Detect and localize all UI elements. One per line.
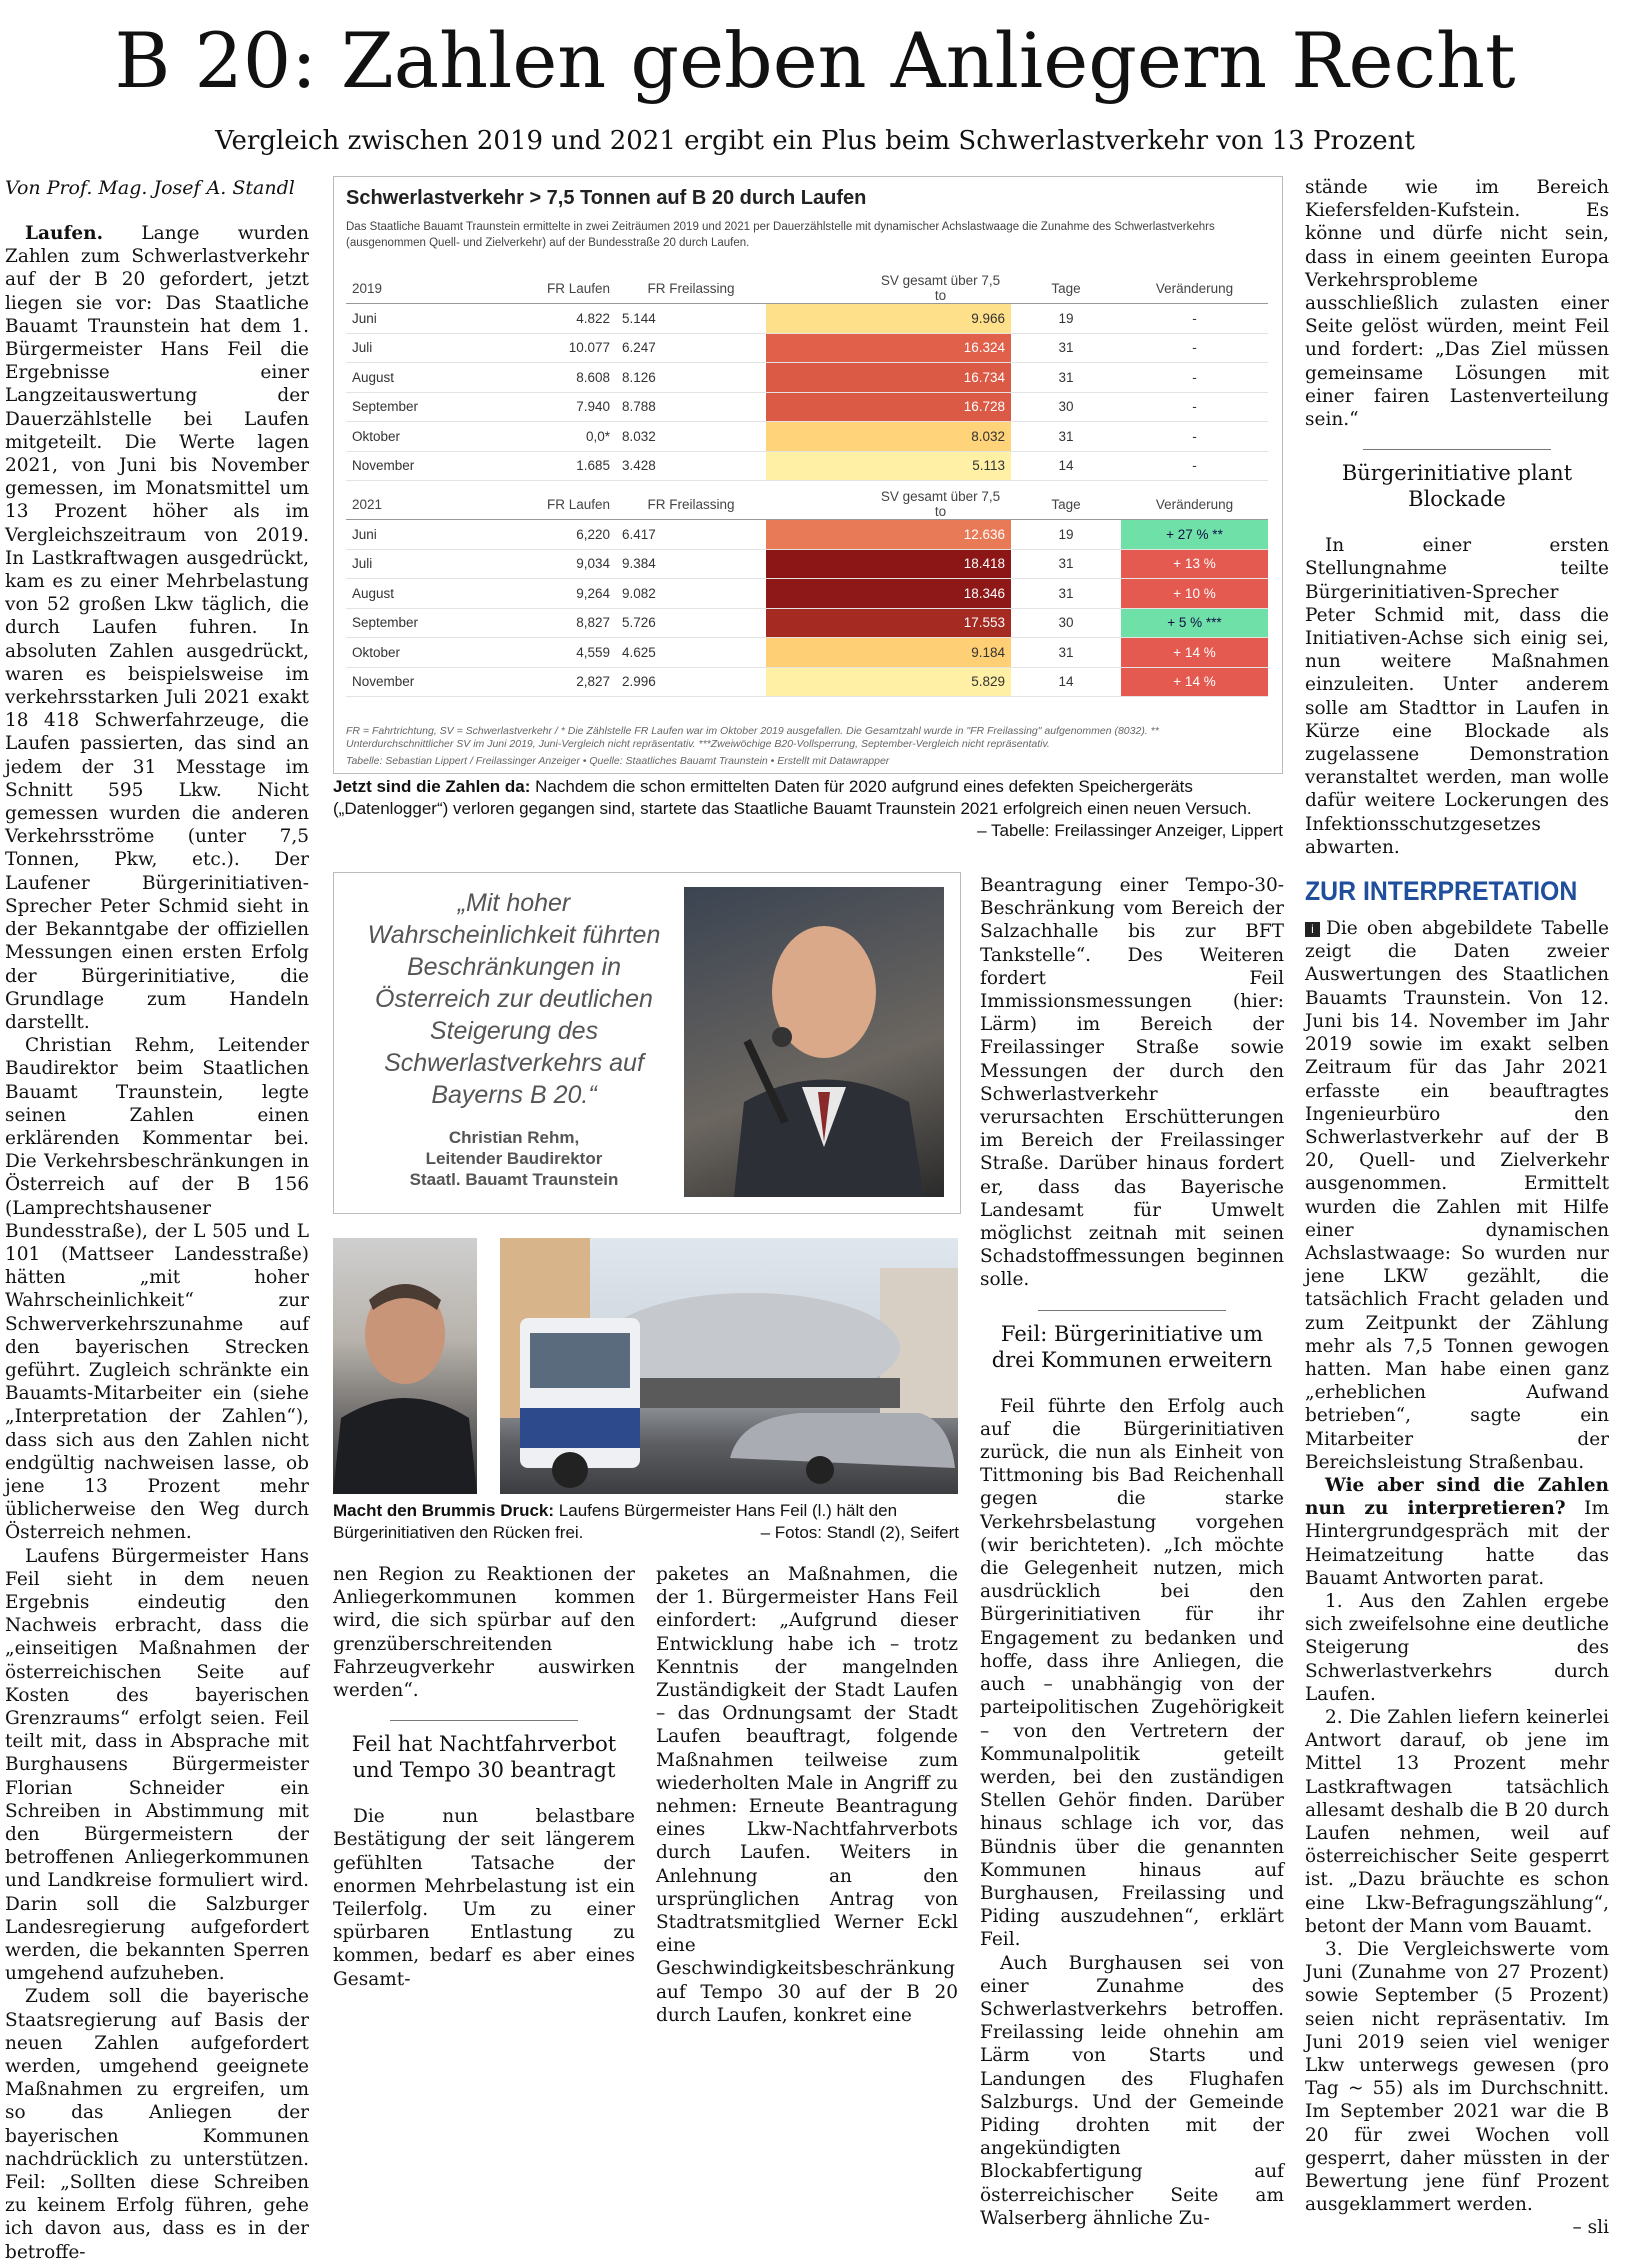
paragraph: 2. Die Zahlen liefern keinerlei Antwort darauf, ob jene im Mittel 13 Prozent mehr Lastkraftwagen tatsächlich allesamt deshalb die B 20 durch Laufen nehmen, weil auf österreichischer Seite gesperrt ist. „Dazu bräuchte es schon eine Lkw-Befragungszählung“, betont der Mann vom Bauamt. (1305, 1706, 1609, 1937)
table-header-cell: FR Freilassing (616, 489, 766, 520)
table-cell: 31 (1011, 333, 1121, 363)
divider (390, 1720, 577, 1721)
column-4 (980, 874, 1284, 2229)
divider (1038, 1310, 1226, 1311)
subheading: Feil hat Nachtfahrverbot und Tempo 30 beantragt (351, 1732, 617, 1783)
table-cell: 30 (1011, 608, 1121, 638)
table-cell: + 5 % *** (1121, 608, 1268, 638)
column-3-bottom (656, 1563, 958, 2026)
table-cell: 31 (1011, 549, 1121, 579)
table-cell: 8.608 (496, 363, 616, 393)
table-cell: + 14 % (1121, 638, 1268, 668)
table-cell: 5.829 (766, 667, 1011, 697)
info-icon: i (1305, 922, 1320, 937)
paragraph: Die nun belastbare Bestätigung der seit längerem gefühlten Tatsache der enormen Mehrbelastung ist ein Teilerfolg. Um zu einer spürbaren Entlastung zu kommen, bedarf es aber eines Gesamt- (333, 1806, 635, 1990)
table-cell: 9,264 (496, 579, 616, 609)
paragraph: paketes an Maßnahmen, die der 1. Bürgermeister Hans Feil einfordert: „Aufgrund dieser Entwicklung habe ich – trotz Kenntnis der mangelnden Zuständigkeit der Stadt Laufen – das Ordnungsamt der Stadt Laufen beauftragt, folgende Maßnahmen teilweise zum wiederholten Male in Angriff zu nehmen: Erneute Beantragung eines Lkw-Nachtfahrverbots durch Laufen. Weiters in Anlehnung an den ursprünglichen Antrag von Stadtratsmitglied Werner Eckl eine Geschwindigkeitsbeschränkung auf Tempo 30 auf der B 20 durch Laufen, konkret eine (656, 1564, 958, 2026)
table-cell: 2.996 (616, 667, 766, 697)
subheadline: Vergleich zwischen 2019 und 2021 ergibt ein Plus beim Schwerlastverkehr von 13 Prozent (215, 126, 1415, 156)
table-cell: 30 (1011, 392, 1121, 422)
table-cell: 31 (1011, 638, 1121, 668)
table-cell: 16.324 (766, 333, 1011, 363)
table-cell: 5.144 (616, 304, 766, 334)
quote-box (333, 872, 961, 1214)
table-cell: 31 (1011, 422, 1121, 452)
table-cell: 8,827 (496, 608, 616, 638)
table-cell: August (346, 579, 496, 609)
table-cell: - (1121, 451, 1268, 481)
table-cell: - (1121, 392, 1268, 422)
table-cell: 3.428 (616, 451, 766, 481)
paragraph: Laufen. Lange wurden Zahlen zum Schwerlastverkehr auf der B 20 gefordert, jetzt liegen sie vor: Das Staatliche Bauamt Traunstein hat dem 1. Bürgermeister Hans Feil die Ergebnisse einer Langzeitauswertung der Dauerzählstelle bei Laufen mitgeteilt. Die Werte lagen 2021, von Juni bis November gemessen, im Monatsmittel um 13 Prozent höher als im Vergleichszeitraum von 2019. In Lastkraftwagen ausgedrückt, kam es zu einer Mehrbelastung von 52 großen Lkw täglich, die durch Laufen fuhren. In absoluten Zahlen ausgedrückt, waren es beispielsweise im verkehrsstarken Juli 2021 exakt 18 418 Schwerfahrzeuge, die Laufen passierten, das sind an jedem der 31 Messtage im Schnitt 595 Lkw. Nicht gemessen wurden die anderen Verkehrsströme (unter 7,5 Tonnen, Pkw, etc.). Der Laufener Bürgerinitiativen-Sprecher Peter Schmid sieht in der Bekanntgabe der offiziellen Messungen einen ersten Erfolg der Bürgerinitiative, die Grundlage zum Handeln darstellt. (5, 223, 309, 1033)
table-cell: Juli (346, 549, 496, 579)
table-cell: 8.032 (616, 422, 766, 452)
divider (1363, 449, 1551, 450)
table-cell: 31 (1011, 363, 1121, 393)
table-cell: 12.636 (766, 520, 1011, 550)
table-footnote: FR = Fahrtrichtung, SV = Schwerlastverkehr / * Die Zählstelle FR Laufen war im Oktober 2019 ausgefallen. Die Gesamtzahl wurde in "FR Freilassing" aufgenommen (8032). ** Unterdurchschnittlicher SV im Juni 2019, Juni-Vergleich nicht repräsentativ. ***Zweiwöchige B20-Vollsperrung, September-Vergleich nicht repräsentativ. Tabelle: Sebastian Lippert / Freilassinger Anzeiger • Quelle: Staatliches Bauamt Traunstein • Erstellt mit Datawrapper (346, 725, 1266, 768)
quote-text: „Mit hoher Wahrscheinlichkeit führten Beschränkungen in Österreich zur deutlichen Steigerung des Schwerlastverkehrs auf Bayerns B 20.“ (367, 889, 661, 1109)
table-cell: 31 (1011, 579, 1121, 609)
table-2021 (346, 489, 1268, 697)
table-row (346, 451, 1268, 481)
table-row (346, 520, 1268, 550)
paragraph: Auch Burghausen sei von einer Zunahme des Schwerlastverkehrs betroffen. Freilassing leide ohnehin am Lärm von Starts und Landungen des Flughafen Salzburgs. Und der Gemeinde Piding drohten mit der angekündigten Blockabfertigung auf österreichischer Seite am Walserberg ähnliche Zu- (980, 1952, 1284, 2229)
paragraph: Christian Rehm, Leitender Baudirektor beim Staatlichen Bauamt Traunstein, legte seinen Zahlen einen erklärenden Kommentar bei. Die Verkehrsbeschränkungen in Österreich auf der B 156 (Lamprechtshausener Bundesstraße), der L 505 und L 101 (Mattseer Landesstraße) hätten „mit hoher Wahrscheinlichkeit“ zur Schwerverkehrszunahme auf den bayerischen Strecken geführt. Zugleich schränkte ein Bauamts-Mitarbeiter ein (siehe „Interpretation der Zahlen“), dass sich aus den Zahlen nicht endgültig nachweisen lasse, ob jene 13 Prozent mehr üblicherweise den Weg durch Österreich nehmen. (5, 1035, 309, 1544)
paragraph: Beantragung einer Tempo-30-Beschränkung vom Bereich der Salzachhalle bis zur BFT Tankstelle“. Des Weiteren fordert Feil Immissionsmessungen (hier: Lärm) im Bereich der Freilassinger Straße sowie Messungen der durch den Schwerlastverkehr verursachten Erschütterungen im Bereich der Freilassinger Straße. Darüber hinaus fordert er, dass das Bayerische Landesamt für Umwelt möglichst zeitnah mit seinen Schadstoffmessungen beginnen solle. (980, 875, 1284, 1291)
table-cell: September (346, 608, 496, 638)
table-cell: 6,220 (496, 520, 616, 550)
table-cell: 4.625 (616, 638, 766, 668)
table-header-cell: FR Laufen (496, 489, 616, 520)
table-cell: 4,559 (496, 638, 616, 668)
table-cell: November (346, 667, 496, 697)
table-cell: 9.966 (766, 304, 1011, 334)
table-cell: 19 (1011, 520, 1121, 550)
paragraph: 3. Die Vergleichswerte vom Juni (Zunahme von 27 Prozent) sowie September (5 Prozent) seien nicht repräsentativ. Im Juni 2019 seien viel weniger Lkw unterwegs gewesen (pro Tag ~ 55) als im Durchschnitt. Im September 2021 war die B 20 für zwei Wochen voll gesperrt, daher müssten in der Bewertung jene fünf Prozent ausgeklammert werden. (1305, 1939, 1609, 2216)
table-row (346, 422, 1268, 452)
table-cell: 0,0* (496, 422, 616, 452)
column-2-bottom (333, 1563, 635, 2003)
table-cell: 9.384 (616, 549, 766, 579)
table-header-cell: Tage (1011, 489, 1121, 520)
table-cell: Oktober (346, 422, 496, 452)
table-header-cell: Veränderung (1121, 489, 1268, 520)
table-cell: September (346, 392, 496, 422)
subheading: Bürgerinitiative plant Blockade (1341, 461, 1573, 512)
photo-hans-feil (333, 1238, 477, 1494)
headline: B 20: Zahlen geben Anliegern Recht (114, 16, 1516, 105)
table-row (346, 608, 1268, 638)
table-cell: 9,034 (496, 549, 616, 579)
paragraph: i Die oben abgebildete Tabelle zeigt die Daten zweier Auswertungen des Staatlichen Bauamts Traunstein. Von 12. Juni bis 14. November im Jahr 2019 sowie im exakt selben Zeitraum für das Jahr 2021 erfasste ein beauftragtes Ingenieurbüro den Schwerlastverkehr auf der B 20, Quell- und Zielverkehr ausgenommen. Ermittelt wurden die Zahlen mit Hilfe einer dynamischen Achslastwaage: So wurden nur jene LKW gezählt, die tatsächlich Fracht geladen und zum Zeitpunkt der Zählung mehr als 7,5 Tonnen gewogen hatten. Man habe einen ganz „erheblichen Aufwand betrieben“, sagte ein Mitarbeiter der Bereichsleistung Straßenbau. (1305, 918, 1609, 1473)
table-cell: 6.417 (616, 520, 766, 550)
table-cell: + 27 % ** (1121, 520, 1268, 550)
paragraph: nen Region zu Reaktionen der Anliegerkommunen kommen wird, die sich spürbar auf den grenzüberschreitenden Fahrzeugverkehr auswirken werden“. (333, 1564, 635, 1702)
table-cell: 5.726 (616, 608, 766, 638)
table-cell: + 14 % (1121, 667, 1268, 697)
paragraph: Wie aber sind die Zahlen nun zu interpretieren? Im Hintergrundgespräch mit der Heimatzeitung hatte das Bauamt Antworten parat. (1305, 1474, 1609, 1589)
traffic-table-graphic (333, 176, 1283, 774)
paragraph: In einer ersten Stellungnahme teilte Bürgerinitiativen-Sprecher Peter Schmid mit, dass die Initiativen-Achse sich einig sei, nun weitere Maßnahmen einzuleiten. Unter anderem solle am Stadttor in Laufen in Kürze eine Blockade als zugelassene Demonstration veranstaltet werden, man wolle dafür weitere Lockerungen des Infektionsschutzgesetzes abwarten. (1305, 535, 1609, 858)
column-1 (5, 176, 309, 2263)
quote-attribution: Christian Rehm, Leitender Baudirektor Staatl. Bauamt Traunstein (409, 1128, 619, 1189)
table-cell: 6.247 (616, 333, 766, 363)
interpretation-title: ZUR INTERPRETATION (1305, 876, 1578, 907)
column-5 (1305, 176, 1609, 2239)
table-row (346, 304, 1268, 334)
table-header-cell: FR Laufen (496, 273, 616, 304)
table-header-cell: SV gesamt über 7,5 to (766, 489, 1011, 520)
table-cell: - (1121, 304, 1268, 334)
table-cell: 10.077 (496, 333, 616, 363)
table-cell: 5.113 (766, 451, 1011, 481)
byline: Von Prof. Mag. Josef A. Standl (5, 177, 295, 199)
table-caption: Jetzt sind die Zahlen da: Nachdem die schon ermittelten Daten für 2020 aufgrund eines defekten Speichergeräts („Datenlogger“) verloren gegangen sind, startete das Staatliche Bauamt Traunstein 2021 erfolgreich einen neuen Versuch. – Tabelle: Freilassinger Anzeiger, Lippert (333, 777, 1283, 840)
table-cell: 19 (1011, 304, 1121, 334)
table-cell: - (1121, 333, 1268, 363)
table-cell: - (1121, 363, 1268, 393)
table-cell: 4.822 (496, 304, 616, 334)
photo-truck (500, 1238, 958, 1494)
paragraph: Feil führte den Erfolg auch auf die Bürgerinitiativen zurück, die nun als Einheit von Tittmoning bis Bad Reichenhall gegen die starke Verkehrsbelastung vorgehen (wir berichteten). „Ich möchte die Gelegenheit nutzen, mich ausdrücklich bei den Bürgerinitiativen für ihr Engagement zu bedanken und hoffe, dass ihre Anliegen, die auch – unabhängig von der parteipolitischen Zugehörigkeit – von den Vertretern der Kommunalpolitik geteilt werden, bei den zuständigen Stellen Gehör finden. Darüber hinaus schlage ich vor, das Bündnis über die genannten Kommunen hinaus auf Burghausen, Freilassing und Piding auszudehnen“, erklärt Feil. (980, 1395, 1284, 1951)
photo-christian-rehm (684, 887, 944, 1197)
table-row (346, 333, 1268, 363)
paragraph: stände wie im Bereich Kiefersfelden-Kufstein. Es könne und dürfe nicht sein, dass in einem geeinten Europa Verkehrsprobleme ausschließlich zulasten einer Seite gelöst würden, meint Feil und fordert: „Das Ziel müssen gemeinsame Lösungen mit einer fairen Lastenverteilung sein.“ (1305, 177, 1609, 431)
table-cell: Juli (346, 333, 496, 363)
table-cell: August (346, 363, 496, 393)
table-cell: + 13 % (1121, 549, 1268, 579)
table-row (346, 579, 1268, 609)
table-cell: 1.685 (496, 451, 616, 481)
table-cell: 14 (1011, 667, 1121, 697)
table-row (346, 638, 1268, 668)
dateline: Laufen. (25, 223, 104, 244)
table-cell: 7.940 (496, 392, 616, 422)
paragraph: 1. Aus den Zahlen ergebe sich zweifelsohne eine deutliche Steigerung des Schwerlastverkehrs durch Laufen. (1305, 1590, 1609, 1705)
table-row (346, 363, 1268, 393)
subheading: Feil: Bürgerinitiative um drei Kommunen erweitern (991, 1321, 1273, 1372)
table-cell: + 10 % (1121, 579, 1268, 609)
signoff: – sli (1572, 2217, 1609, 2239)
table-cell: Juni (346, 304, 496, 334)
table-source: Tabelle: Sebastian Lippert / Freilassinger Anzeiger • Quelle: Staatliches Bauamt Traunstein • Erstellt mit Datawrapper (346, 755, 890, 767)
table-cell: Oktober (346, 638, 496, 668)
table-cell: - (1121, 422, 1268, 452)
table-cell: 16.728 (766, 392, 1011, 422)
table-cell: 9.184 (766, 638, 1011, 668)
table-header-cell: FR Freilassing (616, 273, 766, 304)
table-cell: 16.734 (766, 363, 1011, 393)
paragraph: Zudem soll die bayerische Staatsregierung auf Basis der neuen Zahlen aufgefordert werden, umgehend geeignete Maßnahmen zu ergreifen, um so das Anliegen der bayerischen Kommunen nachdrücklich zu unterstützen. Feil: „Sollten diese Schreiben zu keinem Erfolg führen, gehe ich davon aus, dass es in der betroffe- (5, 1986, 309, 2263)
table-cell: Juni (346, 520, 496, 550)
table-cell: 9.082 (616, 579, 766, 609)
table-cell: 17.553 (766, 608, 1011, 638)
table-cell: 14 (1011, 451, 1121, 481)
table-cell: 8.032 (766, 422, 1011, 452)
photo-caption: Macht den Brummis Druck: Laufens Bürgermeister Hans Feil (l.) hält den Bürgerinitiativen den Rücken frei. – Fotos: Standl (2), Seifert (333, 1501, 959, 1542)
table-header-cell: SV gesamt über 7,5 to (766, 273, 1011, 304)
table-2019 (346, 273, 1268, 481)
table-cell: 18.346 (766, 579, 1011, 609)
table-cell: 2,827 (496, 667, 616, 697)
paragraph: Laufens Bürgermeister Hans Feil sieht in dem neuen Ergebnis eindeutig den Nachweis erbracht, dass die „einseitigen Maßnahmen der österreichischen Seite auf Kosten des bayerischen Grenzraums“ erfolgt seien. Feil teilt mit, dass in Absprache mit Burghausens Bürgermeister Florian Schneider ein Schreiben in Abstimmung mit den Bürgermeistern der betroffenen Anliegerkommunen und Landkreise formuliert wird. Darin soll die Salzburger Landesregierung aufgefordert werden, die bekannten Sperren umgehend aufzuheben. (5, 1545, 309, 1985)
table-title: Schwerlastverkehr > 7,5 Tonnen auf B 20 durch Laufen (346, 187, 867, 209)
table-row (346, 392, 1268, 422)
table-cell: 18.418 (766, 549, 1011, 579)
table-row (346, 549, 1268, 579)
table-cell: 8.788 (616, 392, 766, 422)
table-description: Das Staatliche Bauamt Traunstein ermittelte in zwei Zeiträumen 2019 und 2021 per Dauerzählstelle mit dynamischer Achslastwaage die Zunahme des Schwerlastverkehrs (ausgenommen Quell- und Zielverkehr) auf der Bundesstraße 20 durch Laufen. (346, 221, 1215, 249)
table-header-cell: 2021 (346, 489, 496, 520)
table-header-cell: Veränderung (1121, 273, 1268, 304)
table-row (346, 667, 1268, 697)
table-header-cell: Tage (1011, 273, 1121, 304)
table-header-cell: 2019 (346, 273, 496, 304)
table-cell: 8.126 (616, 363, 766, 393)
table-cell: November (346, 451, 496, 481)
